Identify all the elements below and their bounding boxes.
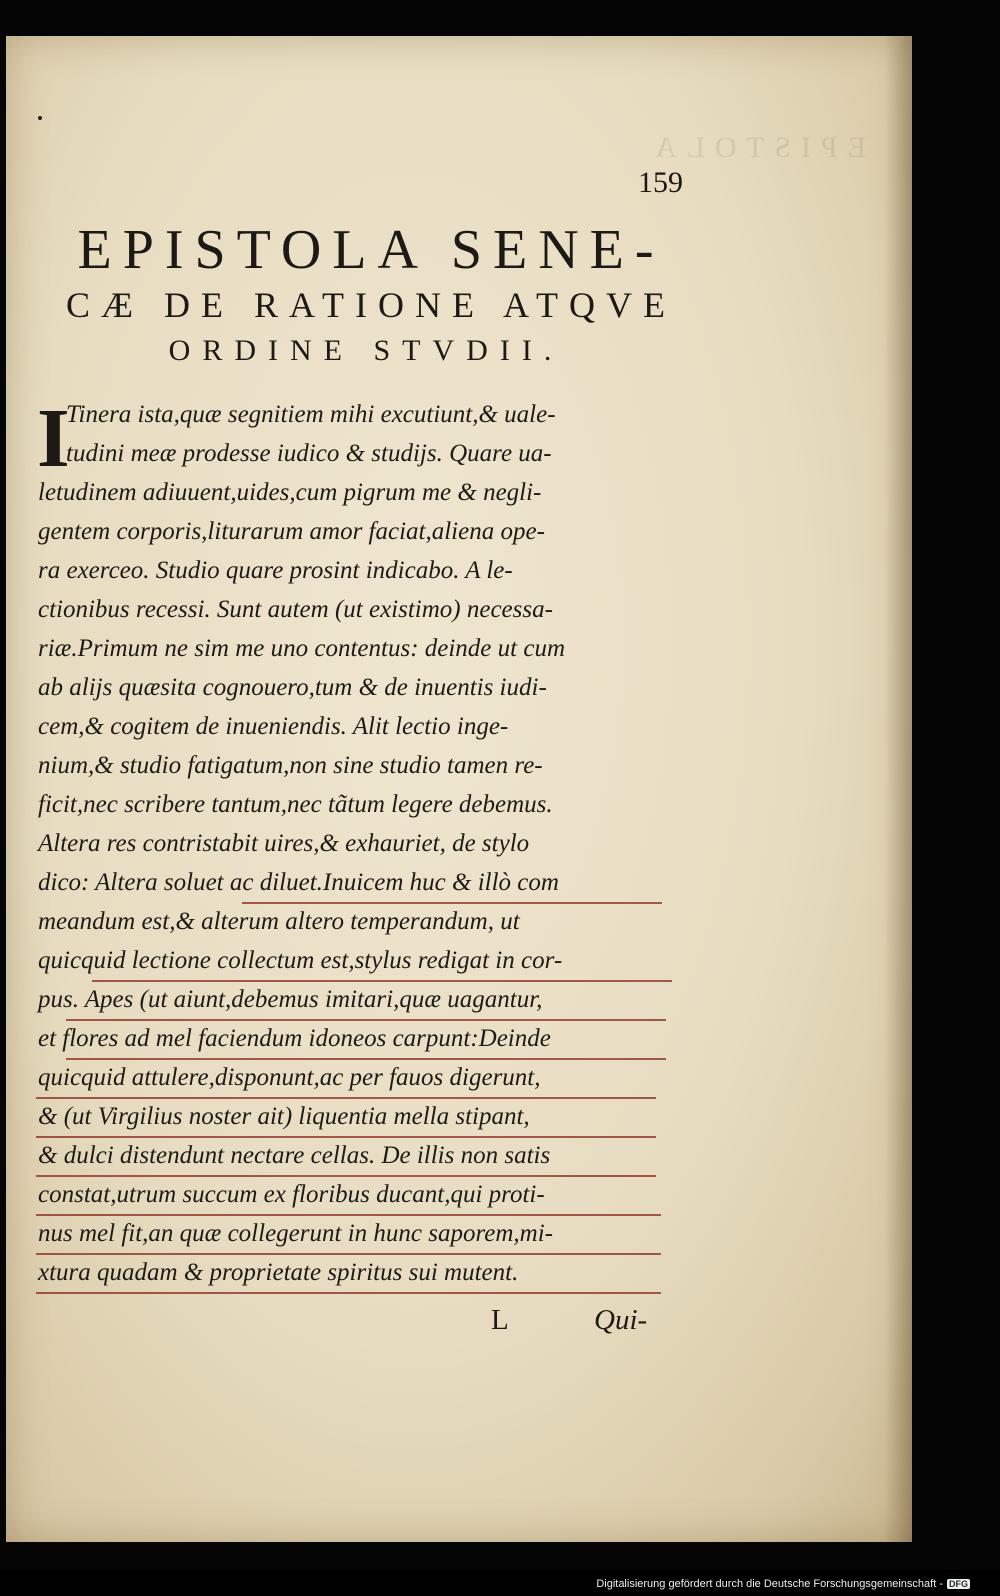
text-line: letudinem adiuuent,uides,cum pigrum me & negli-: [38, 479, 542, 506]
ink-speck: [38, 116, 42, 120]
dfg-logo: DFG: [949, 1579, 968, 1589]
credit-text: Digitalisierung gefördert durch die Deutsche Forschungsgemeinschaft -: [596, 1578, 943, 1590]
text-line: pus. Apes (ut aiunt,debemus imitari,quæ uagantur,: [38, 986, 543, 1013]
text-line: ra exerceo. Studio quare prosint indicabo. A le-: [38, 557, 513, 584]
digitization-credit: [596, 1578, 970, 1590]
ink-underline: [66, 1019, 666, 1021]
ink-underline: [36, 1292, 661, 1294]
ink-underline: [36, 1253, 661, 1255]
ink-underline: [36, 1175, 656, 1177]
text-line: ficit,nec scribere tantum,nec tãtum legere debemus.: [38, 791, 553, 818]
ink-underline: [66, 1058, 666, 1060]
text-line: tudini meæ prodesse iudico & studijs. Quare ua-: [66, 440, 552, 467]
text-line: meandum est,& alterum altero temperandum, ut: [38, 908, 520, 935]
book-page: [6, 36, 912, 1542]
show-through-text: EPISTOLA: [644, 131, 866, 164]
page-number: 159: [638, 166, 683, 199]
title-line-1: EPISTOLA SENE-: [77, 219, 665, 281]
text-line: riæ.Primum ne sim me uno contentus: deinde ut cum: [38, 635, 566, 662]
title-line-2: CÆ DE RATIONE ATQVE: [66, 285, 676, 325]
text-line: ab alijs quæsita cognouero,tum & de inuentis iudi-: [38, 674, 547, 701]
signature-mark: L: [491, 1304, 509, 1336]
text-line: nus mel fit,an quæ collegerunt in hunc saporem,mi-: [38, 1220, 553, 1247]
text-line: ctionibus recessi. Sunt autem (ut existimo) necessa-: [38, 596, 553, 623]
drop-initial: I: [37, 392, 70, 485]
title-line-3: ORDINE STVDII.: [168, 334, 564, 367]
text-line: & dulci distendunt nectare cellas. De illis non satis: [38, 1142, 551, 1169]
text-line: quicquid attulere,disponunt,ac per fauos digerunt,: [38, 1064, 541, 1091]
ink-underline: [242, 902, 662, 904]
text-line: et flores ad mel faciendum idoneos carpunt:Deinde: [38, 1025, 551, 1052]
text-line: quicquid lectione collectum est,stylus redigat in cor-: [38, 947, 563, 974]
text-line: Tinera ista,quæ segnitiem mihi excutiunt,& uale-: [66, 401, 556, 428]
catchword: Qui-: [594, 1304, 648, 1336]
ink-underline: [36, 1097, 656, 1099]
text-line: xtura quadam & proprietate spiritus sui mutent.: [38, 1259, 519, 1286]
text-line: Altera res contristabit uires,& exhauriet, de stylo: [38, 830, 530, 857]
text-line: dico: Altera soluet ac diluet.Inuicem huc & illò com: [38, 869, 559, 896]
text-line: & (ut Virgilius noster ait) liquentia mella stipant,: [38, 1103, 530, 1130]
text-line: nium,& studio fatigatum,non sine studio tamen re-: [38, 752, 543, 779]
ink-underline: [92, 980, 672, 982]
ink-underline: [36, 1136, 656, 1138]
text-line: constat,utrum succum ex floribus ducant,qui proti-: [38, 1181, 545, 1208]
ink-underline: [36, 1214, 661, 1216]
text-line: cem,& cogitem de inueniendis. Alit lectio inge-: [38, 713, 509, 740]
text-line: gentem corporis,liturarum amor faciat,aliena ope-: [38, 518, 545, 545]
